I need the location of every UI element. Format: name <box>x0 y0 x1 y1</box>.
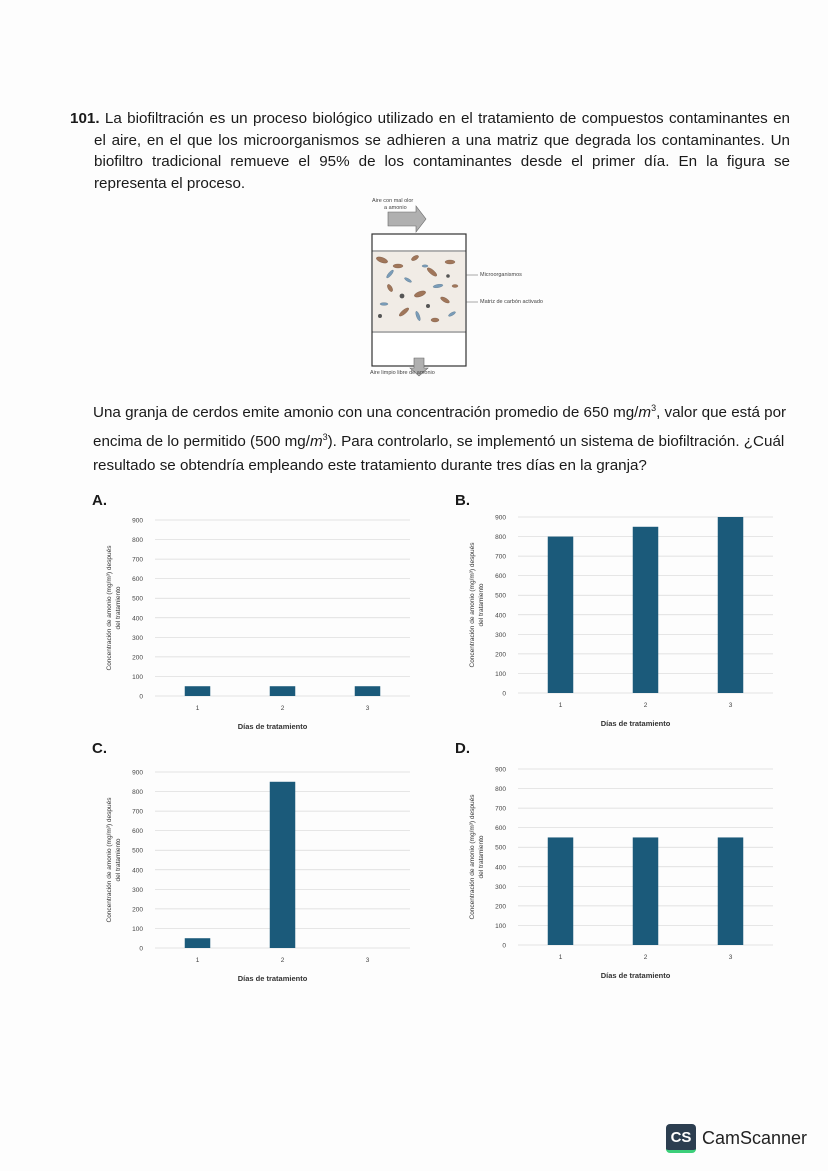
y-axis-label-line1: Concentración de amonio (mg/m³) después <box>469 542 476 668</box>
question-block <box>70 108 790 194</box>
y-axis-label <box>469 542 485 668</box>
y-tick-label: 600 <box>495 573 506 581</box>
bar-day-1 <box>548 837 574 945</box>
y-tick-label: 0 <box>502 942 506 950</box>
y-tick-label: 300 <box>495 631 506 639</box>
y-tick-label: 0 <box>139 945 143 953</box>
y-tick-label: 700 <box>132 556 143 564</box>
y-tick-label: 200 <box>495 651 506 659</box>
camscanner-watermark <box>666 1124 807 1153</box>
camscanner-text: CamScanner <box>702 1128 808 1148</box>
x-axis-label: Días de tratamiento <box>237 974 308 983</box>
unit-m: m <box>638 404 652 422</box>
y-tick-label: 300 <box>132 634 143 642</box>
y-tick-label: 400 <box>132 615 143 623</box>
chart-svg <box>458 505 778 731</box>
x-tick-label: 3 <box>365 705 370 712</box>
label-activated-carbon: Matriz de carbón activado <box>480 299 543 305</box>
bar-day-1 <box>548 537 574 693</box>
scenario-text-3: ). Para controlarlo, se implementó un sistema de biofiltración. ¿Cuál resultado se obtendría empleando este tratamiento durante tres días en la granja? <box>93 433 785 475</box>
y-tick-label: 800 <box>495 534 506 542</box>
unit-m-2: m <box>309 433 323 451</box>
y-tick-label: 500 <box>495 592 506 600</box>
question-body: La biofiltración es un proceso biológico utilizado en el tratamiento de compuestos contaminantes en el aire, en el que los microorganismos se adhieren a una matriz que degrada los contaminantes. Un biofiltro tradicional remueve el 95% de los contaminantes desde el primer día. En la figura se representa el proceso. <box>94 110 790 192</box>
bar-day-2 <box>270 686 296 696</box>
y-tick-label: 400 <box>495 864 506 872</box>
option-d-label: D. <box>455 740 470 757</box>
biofilter-diagram <box>320 196 570 382</box>
y-tick-label: 700 <box>495 805 506 813</box>
y-tick-label: 600 <box>495 825 506 833</box>
unit-exp: 3 <box>651 403 657 413</box>
chart-svg <box>458 757 778 983</box>
y-tick-label: 900 <box>495 766 506 774</box>
x-tick-label: 3 <box>365 957 370 964</box>
x-tick-label: 2 <box>280 957 285 964</box>
y-tick-label: 100 <box>132 925 143 933</box>
y-tick-label: 500 <box>132 595 143 603</box>
x-tick-label: 1 <box>195 957 200 964</box>
y-axis-label-line1: Concentración de amonio (mg/m³) después <box>106 545 113 671</box>
y-axis-label <box>469 794 485 920</box>
y-tick-label: 400 <box>132 867 143 875</box>
y-axis-label-line2: del tratamiento <box>478 583 485 627</box>
x-tick-label: 2 <box>643 702 648 709</box>
y-tick-label: 700 <box>132 808 143 816</box>
y-axis-label-line1: Concentración de amonio (mg/m³) después <box>106 797 113 923</box>
chart-svg <box>95 508 415 734</box>
y-axis-label <box>106 797 122 923</box>
scenario-text-2: , valor que está por encima de lo permitido (500 mg/ <box>93 404 787 451</box>
y-axis-label-line2: del tratamiento <box>478 835 485 879</box>
y-tick-label: 500 <box>132 847 143 855</box>
question-number: 101. <box>70 110 100 127</box>
x-tick-label: 1 <box>558 702 563 709</box>
label-microorganisms: Microorganismos <box>480 272 522 278</box>
chart-option-a <box>95 508 415 734</box>
bar-day-2 <box>270 782 296 948</box>
option-c-label: C. <box>92 740 107 757</box>
bar-day-1 <box>185 938 211 948</box>
scenario-paragraph <box>93 396 793 478</box>
chart-option-b <box>458 505 778 731</box>
label-inlet-ammonia: a amonio <box>384 205 407 211</box>
y-tick-label: 0 <box>502 690 506 698</box>
bar-day-2 <box>633 527 659 693</box>
bar-day-3 <box>718 517 744 693</box>
y-tick-label: 500 <box>495 844 506 852</box>
y-tick-label: 900 <box>132 517 143 525</box>
camscanner-icon: CS <box>666 1124 696 1153</box>
chart-option-d <box>458 757 778 983</box>
y-axis-label-line1: Concentración de amonio (mg/m³) después <box>469 794 476 920</box>
y-tick-label: 100 <box>132 673 143 681</box>
y-tick-label: 800 <box>495 786 506 794</box>
y-axis-label-line2: del tratamiento <box>115 838 122 882</box>
x-tick-label: 2 <box>280 705 285 712</box>
x-axis-label: Días de tratamiento <box>600 719 671 728</box>
bar-day-3 <box>355 686 381 696</box>
y-tick-label: 900 <box>132 769 143 777</box>
question-text <box>70 108 790 194</box>
x-tick-label: 3 <box>728 954 733 961</box>
x-tick-label: 1 <box>195 705 200 712</box>
label-clean-air: Aire limpio libre de amonio <box>370 370 435 376</box>
y-axis-label <box>106 545 122 671</box>
chart-svg <box>95 760 415 986</box>
y-axis-label-line2: del tratamiento <box>115 586 122 630</box>
y-tick-label: 100 <box>495 670 506 678</box>
y-tick-label: 300 <box>132 886 143 894</box>
x-axis-label: Días de tratamiento <box>600 971 671 980</box>
y-tick-label: 200 <box>495 903 506 911</box>
option-a-label: A. <box>92 492 107 509</box>
bar-day-2 <box>633 837 659 945</box>
option-b-label: B. <box>455 492 470 509</box>
y-tick-label: 400 <box>495 612 506 620</box>
y-tick-label: 600 <box>132 828 143 836</box>
y-tick-label: 0 <box>139 693 143 701</box>
y-tick-label: 800 <box>132 789 143 797</box>
y-tick-label: 100 <box>495 922 506 930</box>
y-tick-label: 900 <box>495 514 506 522</box>
bar-day-1 <box>185 686 211 696</box>
chart-option-c <box>95 760 415 986</box>
x-tick-label: 2 <box>643 954 648 961</box>
x-tick-label: 1 <box>558 954 563 961</box>
unit-exp-2: 3 <box>322 432 328 443</box>
x-tick-label: 3 <box>728 702 733 709</box>
scenario-text-1: Una granja de cerdos emite amonio con una concentración promedio de 650 mg/ <box>93 404 639 422</box>
label-inlet-air: Aire con mal olor <box>372 198 414 204</box>
x-axis-label: Días de tratamiento <box>237 722 308 731</box>
y-tick-label: 600 <box>132 576 143 584</box>
biofilter-figure <box>320 196 570 382</box>
bar-day-3 <box>718 837 744 945</box>
y-tick-label: 200 <box>132 906 143 914</box>
y-tick-label: 300 <box>495 883 506 891</box>
y-tick-label: 800 <box>132 537 143 545</box>
y-tick-label: 700 <box>495 553 506 561</box>
y-tick-label: 200 <box>132 654 143 662</box>
